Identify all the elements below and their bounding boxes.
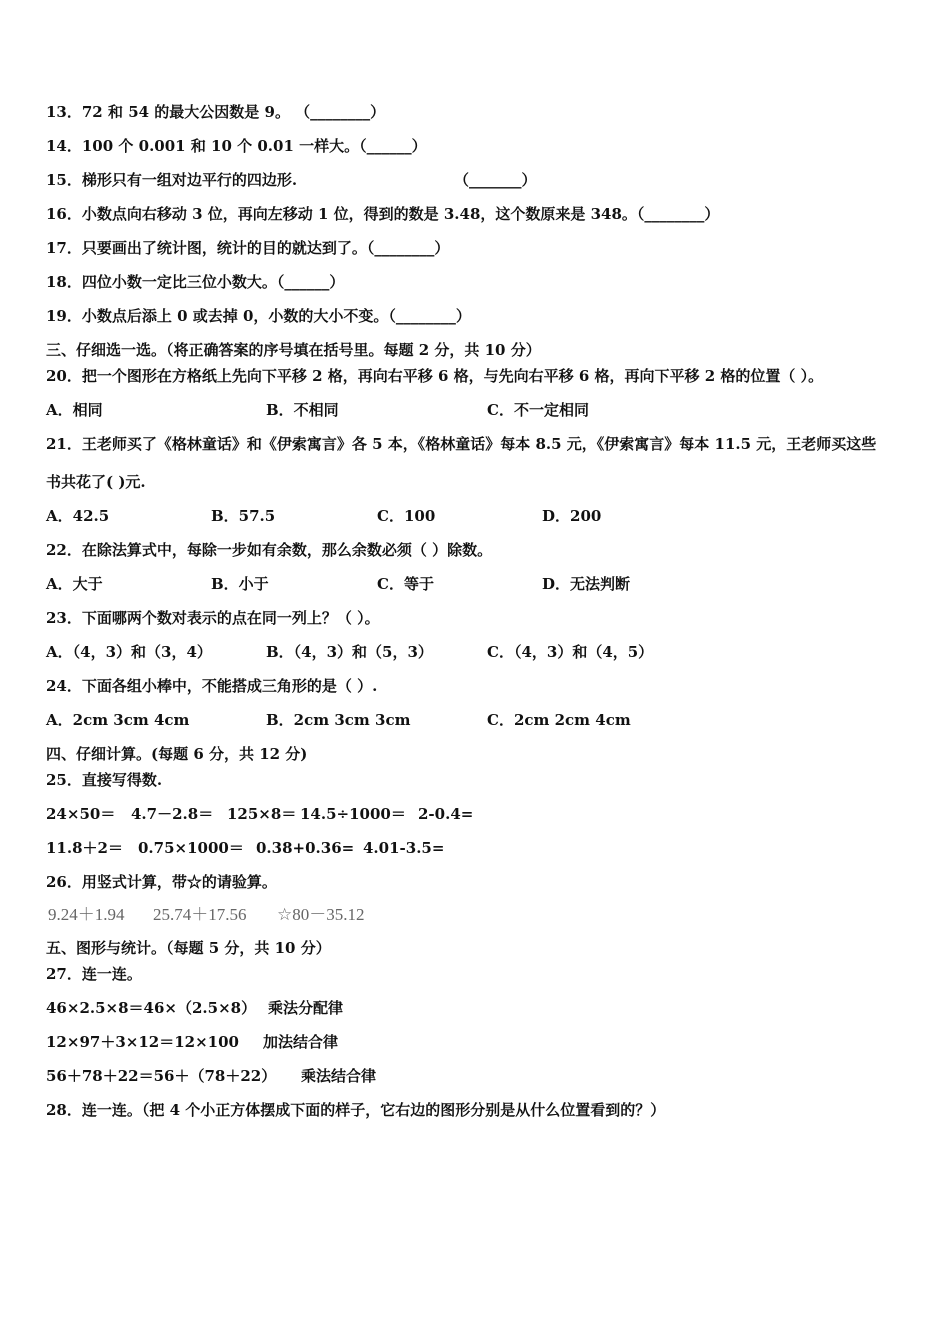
calc-item: 14.5÷1000＝ [300,805,406,823]
calc-item: 2-0.4= [418,805,474,823]
q23-option-c: C．（4，3）和（4，5） [487,643,654,661]
question-23-stem: 23．下面哪两个数对表示的点在同一列上？（ ）。 [46,609,380,627]
question-27-stem: 27．连一连。 [46,965,142,983]
q21-option-d: D．200 [542,507,602,525]
calc-item: 0.38+0.36= [256,839,355,857]
question-15-blank: （_______） [454,171,537,189]
q22-option-b: B．小于 [211,575,269,593]
question-14: 14．100 个 0.001 和 10 个 0.01 一样大。（______） [46,137,427,155]
calc-item: 24×50＝ [46,805,116,823]
question-22-stem: 22．在除法算式中，每除一步如有余数，那么余数必须（ ）除数。 [46,541,493,559]
q24-option-b: B．2cm 3cm 3cm [266,711,411,729]
match-right-item: 加法结合律 [263,1033,339,1051]
q21-option-c: C．100 [377,507,436,525]
match-left-item: 56＋78＋22＝56＋（78＋22） [46,1067,277,1085]
q22-option-c: C．等于 [377,575,434,593]
q21-option-b: B．57.5 [211,507,276,525]
match-left-item: 46×2.5×8＝46×（2.5×8） [46,999,257,1017]
calc-item: 0.75×1000＝ [138,839,244,857]
question-28-stem: 28．连一连。（把 4 个小正方体摆成下面的样子，它右边的图形分别是从什么位置看到的？） [46,1101,666,1119]
match-right-item: 乘法结合律 [301,1067,377,1085]
question-17: 17．只要画出了统计图，统计的目的就达到了。（________） [46,239,450,257]
question-18: 18．四位小数一定比三位小数大。（______） [46,273,345,291]
q22-option-d: D．无法判断 [542,575,631,593]
question-13: 13．72 和 54 的最大公因数是 9。 （________） [46,103,386,121]
question-15 [46,170,537,190]
q23-option-b: B．（4，3）和（5，3） [266,643,433,661]
q23-option-a: A．（4，3）和（3，4） [46,643,212,661]
question-21-stem-line1: 21．王老师买了《格林童话》和《伊索寓言》各 5 本，《格林童话》每本 8.5 元，《伊索寓言》每本 11.5 元，王老师买这些 [46,435,877,453]
vertical-calc-item: 9.24＋1.94 [48,905,125,924]
question-26-stem: 26．用竖式计算，带☆的请验算。 [46,873,277,891]
calc-item: 125×8＝ [227,805,297,823]
section-5-heading: 五、图形与统计。（每题 5 分，共 10 分） [46,939,331,957]
calc-item: 11.8＋2＝ [46,839,123,857]
question-16: 16．小数点向右移动 3 位，再向左移动 1 位，得到的数是 3.48，这个数原来是 348。（________） [46,205,720,223]
match-right-item: 乘法分配律 [268,999,344,1017]
calc-item: 4.01-3.5= [363,839,445,857]
q22-option-a: A．大于 [46,575,103,593]
question-19: 19．小数点后添上 0 或去掉 0，小数的大小不变。（________） [46,307,471,325]
q24-option-a: A．2cm 3cm 4cm [46,711,190,729]
q21-option-a: A．42.5 [46,507,110,525]
question-20-stem: 20．把一个图形在方格纸上先向下平移 2 格，再向右平移 6 格，与先向右平移 6 格，再向下平移 2 格的位置（ ）。 [46,367,824,385]
q20-option-b: B．不相同 [266,401,339,419]
q20-option-c: C．不一定相同 [487,401,589,419]
section-3-heading: 三、仔细选一选。（将正确答案的序号填在括号里。每题 2 分，共 10 分） [46,341,541,359]
vertical-calc-item: ☆80－35.12 [277,905,365,924]
vertical-calc-item: 25.74＋17.56 [153,905,247,924]
q24-option-c: C．2cm 2cm 4cm [487,711,631,729]
question-24-stem: 24．下面各组小棒中，不能搭成三角形的是（ ）. [46,677,378,695]
question-15-text: 15．梯形只有一组对边平行的四边形. [46,171,298,189]
section-4-heading: 四、仔细计算。(每题 6 分，共 12 分) [46,745,308,763]
q20-option-a: A．相同 [46,401,103,419]
calc-item: 4.7－2.8＝ [131,805,214,823]
question-21-stem-line2: 书共花了( )元. [46,473,146,491]
match-left-item: 12×97＋3×12＝12×100 [46,1033,239,1051]
question-25-stem: 25．直接写得数. [46,771,163,789]
